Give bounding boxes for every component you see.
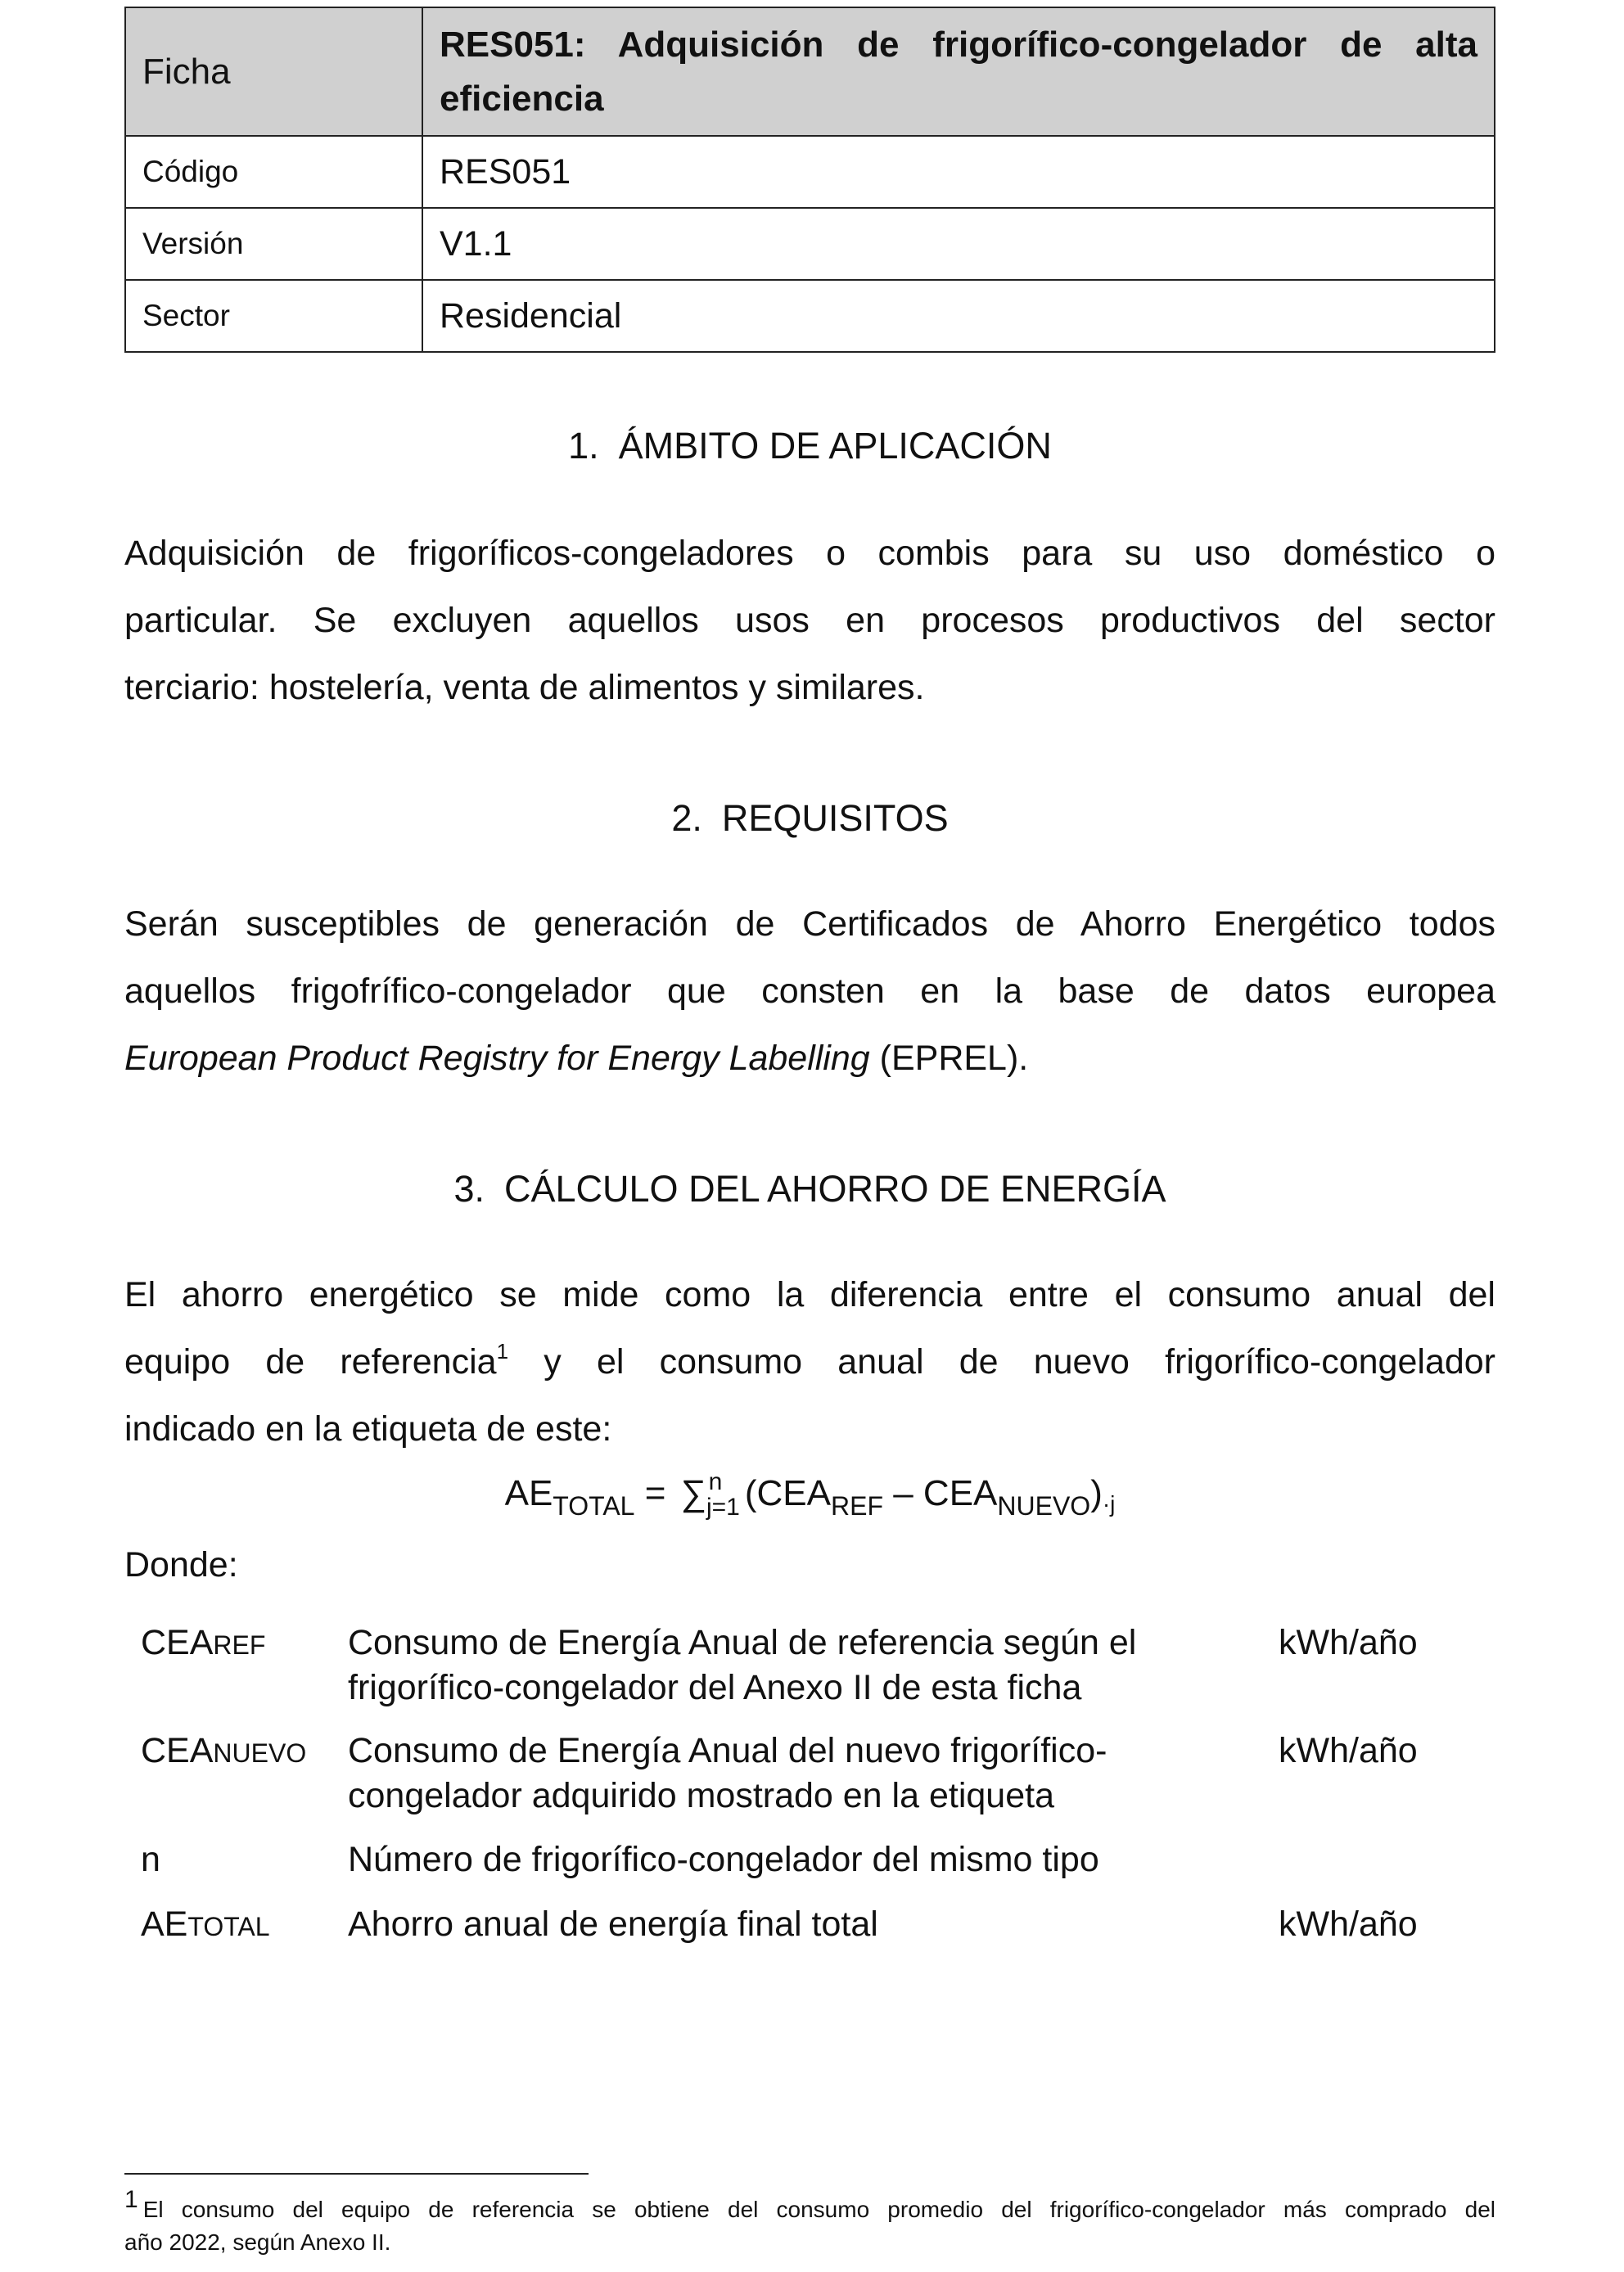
formula-equals: = [634,1473,676,1513]
fiche-title-row [125,7,1495,136]
paragraph-line: terciario: hostelería, venta de alimentos y similares. [124,668,925,707]
section-3-number: 3. [453,1168,485,1210]
section-2-title: REQUISITOS [721,797,949,839]
section-2-heading [124,794,1495,843]
formula-lhs: AE [504,1473,553,1513]
formula-open: (CEA [744,1473,831,1513]
ficha-label: Ficha [125,7,422,136]
section-3-heading [124,1165,1495,1214]
definition-symbol [141,1621,345,1668]
formula-ref-sub: REF [831,1491,883,1521]
formula-tail: ·j [1102,1491,1116,1517]
symbol-base: CEA [141,1623,214,1662]
definition-unit: kWh/año [1279,1731,1418,1770]
definition-description: Ahorro anual de energía final total [348,1905,878,1944]
sum-sign: ∑ [680,1473,706,1513]
section-2-paragraph [124,890,1495,1092]
eprel-name: European Product Registry for Energy Labelling [124,1039,870,1078]
definition-row [141,1902,1467,1951]
paragraph-line: Adquisición de frigoríficos-congeladores o combis para su uso doméstico o [124,534,1495,573]
definition-description: Consumo de Energía Anual de referencia según el frigorífico-congelador del Anexo II de esta ficha [348,1623,1137,1707]
definition-symbol [141,1902,345,1950]
variable-definitions [141,1621,1467,1951]
formula-close: ) [1090,1473,1103,1513]
ficha-title: RES051: Adquisición de frigorífico-congelador de alta eficiencia [422,7,1495,136]
paragraph-line: aquellos frigofrífico-congelador que consten en la base de datos europea [124,971,1495,1011]
table-row [125,280,1495,352]
footnote-reference[interactable]: 1 [496,1339,509,1364]
definition-unit: kWh/año [1279,1905,1418,1944]
symbol-sub: NUEVO [213,1738,307,1768]
footnote [124,2186,1495,2259]
section-2-number: 2. [671,797,702,839]
table-row [125,136,1495,208]
paragraph-line: particular. Se excluyen aquellos usos en procesos productivos del sector [124,601,1495,640]
sum-upper: n [708,1468,723,1495]
definition-row [141,1729,1467,1837]
definition-unit: kWh/año [1279,1623,1418,1662]
section-1-title: ÁMBITO DE APLICACIÓN [618,425,1052,467]
savings-formula [124,1465,1495,1536]
reference-text: equipo de referencia [124,1342,497,1382]
section-3-title: CÁLCULO DEL AHORRO DE ENERGÍA [504,1168,1166,1210]
donde-label: Donde: [124,1545,238,1585]
sum-lower: j=1 [706,1494,740,1521]
symbol-base: AE [141,1905,188,1944]
formula-minus: – CEA [883,1473,998,1513]
formula-lhs-sub: TOTAL [553,1491,635,1521]
footnote-separator [124,2173,589,2175]
formula-nuevo-sub: NUEVO [997,1491,1091,1521]
section-1-heading [124,421,1495,471]
fiche-header-table [124,7,1495,353]
sector-label: Sector [125,280,422,352]
symbol-sub: TOTAL [187,1912,270,1941]
definition-row [141,1837,1467,1902]
section-3-paragraph [124,1261,1495,1463]
paragraph-line: Serán susceptibles de generación de Certificados de Ahorro Energético todos [124,904,1495,944]
section-1-number: 1. [568,425,599,467]
definition-description: Número de frigorífico-congelador del mismo tipo [348,1840,1099,1879]
paragraph-line [124,1328,1495,1395]
codigo-label: Código [125,136,422,208]
symbol-base: CEA [141,1731,214,1770]
definition-symbol [141,1837,345,1885]
footnote-text: El consumo del equipo de referencia se obtiene del consumo promedio del frigorífico-congelador más comprado del [142,2197,1495,2222]
footnote-line [124,2186,1495,2226]
version-label: Versión [125,208,422,280]
definition-symbol [141,1729,345,1776]
version-value: V1.1 [422,208,1495,280]
codigo-value: RES051 [422,136,1495,208]
table-row [125,208,1495,280]
definition-row [141,1621,1467,1729]
paragraph-line: indicado en la etiqueta de este: [124,1409,612,1449]
paragraph-text: y el consumo anual de nuevo frigorífico-congelador [508,1342,1496,1382]
symbol-sub: REF [213,1630,266,1660]
paragraph-line: El ahorro energético se mide como la diferencia entre el consumo anual del [124,1275,1495,1314]
summation-symbol [681,1465,740,1536]
footnote-mark: 1 [124,2186,138,2213]
section-1-paragraph [124,520,1495,721]
footnote-line-2: año 2022, según Anexo II. [124,2229,391,2255]
symbol-base: n [141,1840,160,1879]
paragraph-line [124,1025,1495,1092]
definition-description: Consumo de Energía Anual del nuevo frigorífico-congelador adquirido mostrado en la etiqueta [348,1731,1107,1815]
sector-value: Residencial [422,280,1495,352]
eprel-acronym: (EPREL). [869,1039,1029,1078]
